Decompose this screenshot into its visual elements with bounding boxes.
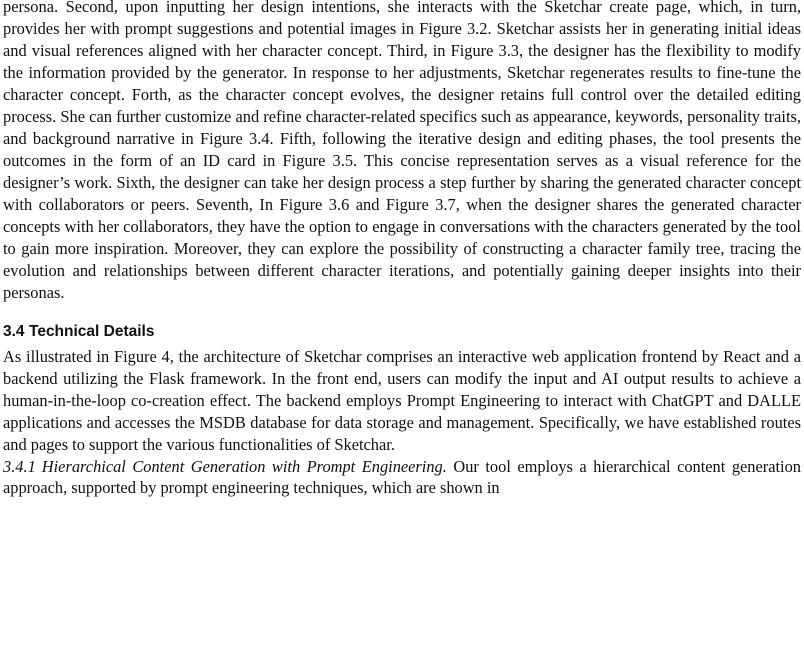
section-number: 3.4 <box>3 323 25 340</box>
body-paragraph-architecture: As illustrated in Figure 4, the architecture of Sketchar comprises an interactive web application frontend by React and a backend utilizing the Flask framework. In the front end, users can modify the input and AI output results to achieve a human-in-the-loop co-creation effect. The backend employs Prompt Engineering to interact with ChatGPT and DALLE applications and accesses the MSDB database for data storage and management. Specifically, we have established routes and pages to support the various functionalities of Sketchar. <box>3 347 801 454</box>
section-heading <box>3 321 801 343</box>
subsection-number: 3.4.1 <box>3 457 36 476</box>
paper-page <box>3 0 801 498</box>
subsection-text: Our tool employs a hierarchical content generation approach, supported by prompt engineering techniques, which are shown in <box>3 457 801 497</box>
subsection-title: Hierarchical Content Generation with Prompt Engineering. <box>41 457 447 476</box>
subsection-paragraph <box>3 456 801 498</box>
section-title: Technical Details <box>29 323 155 340</box>
body-paragraph-workflow: persona. Second, upon inputting her design intentions, she interacts with the Sketchar create page, which, in turn, provides her with prompt suggestions and potential images in Figure 3.2. Sketchar assists her in generating initial ideas and visual references aligned with her character concept. Third, in Figure 3.3, the designer has the flexibility to modify the information provided by the generator. In response to her adjustments, Sketchar regenerates results to fine-tune the character concept. Forth, as the character concept evolves, the designer retains full control over the detailed editing process. She can further customize and refine character-related specifics such as appearance, keywords, personality traits, and background narrative in Figure 3.4. Fifth, following the iterative design and editing phases, the tool presents the outcomes in the form of an ID card in Figure 3.5. This concise representation serves as a visual reference for the designer’s work. Sixth, the designer can take her design process a step further by sharing the generated character concept with collaborators or peers. Seventh, In Figure 3.6 and Figure 3.7, when the designer shares the generated character concepts with her collaborators, they have the option to engage in conversations with the characters generated by the tool to gain more inspiration. Moreover, they can explore the possibility of constructing a character family tree, tracing the evolution and relationships between different character iterations, and potentially gaining deeper insights into their personas. <box>3 0 801 302</box>
